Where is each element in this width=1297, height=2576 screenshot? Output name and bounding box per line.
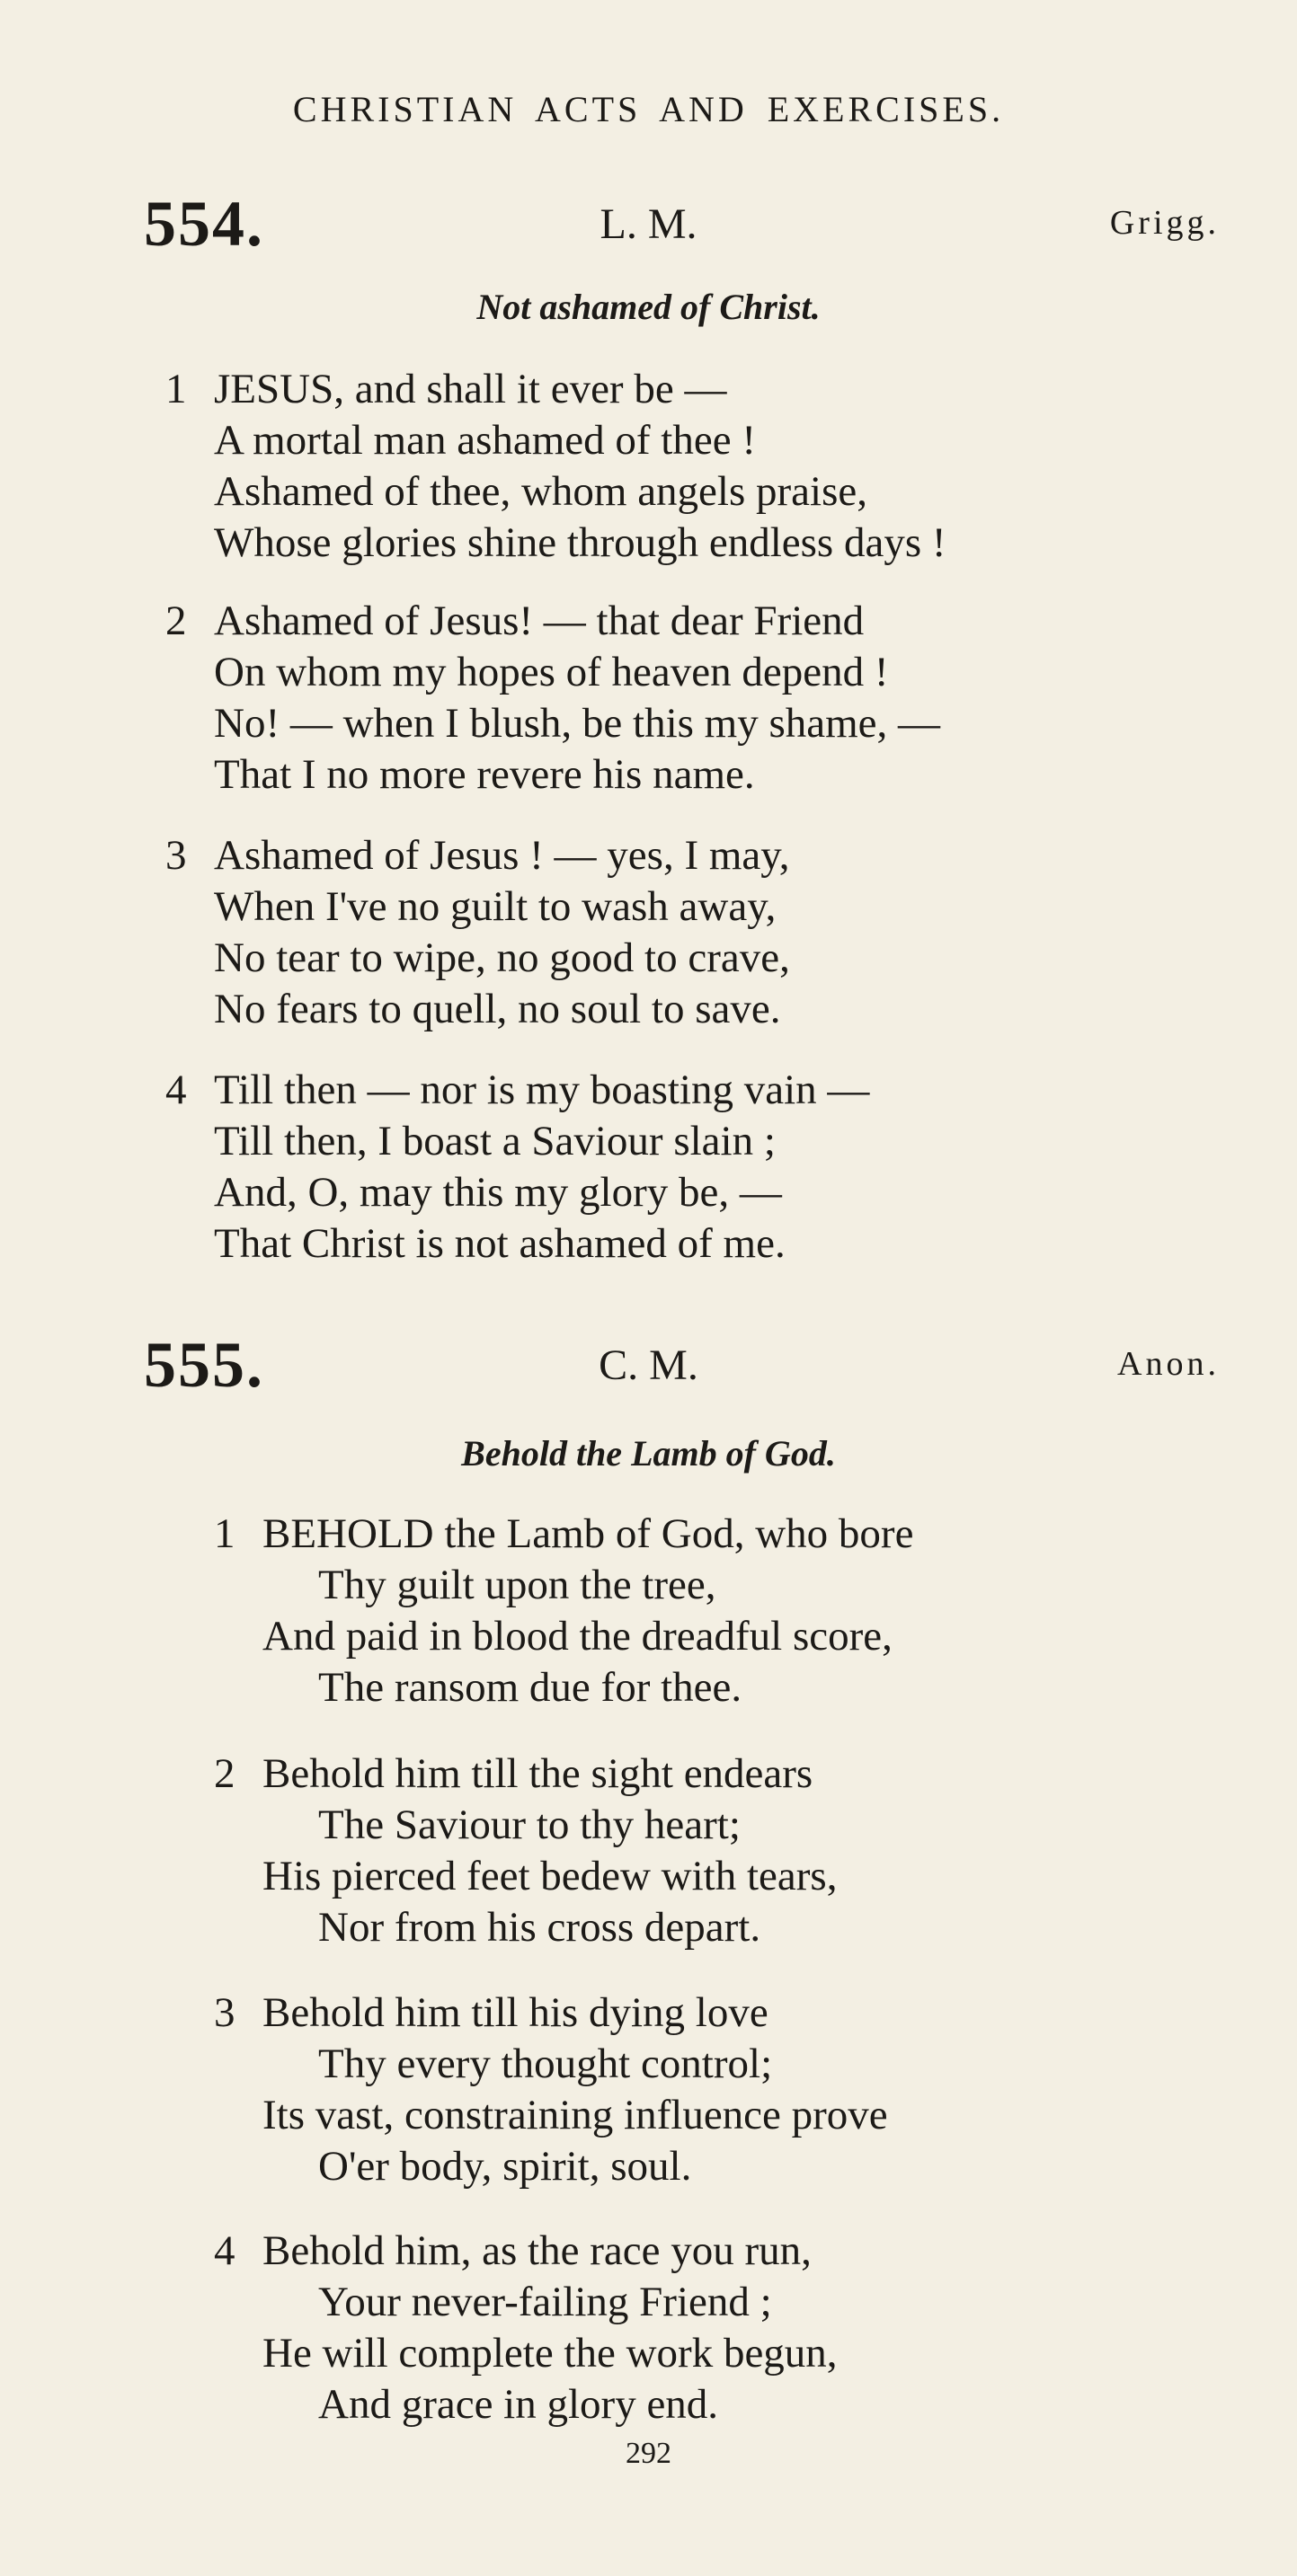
hymn-line: And paid in blood the dreadful score, (262, 1613, 893, 1660)
hymn-line: Till then, I boast a Saviour slain ; (214, 1118, 776, 1164)
hymn-number: 555. (144, 1329, 264, 1401)
hymn-meter: C. M. (599, 1341, 698, 1389)
stanza-number: 3 (214, 1989, 235, 2036)
hymn-line: That I no more revere his name. (214, 751, 755, 798)
stanza-number: 4 (214, 2227, 235, 2274)
hymn-line: Thy guilt upon the tree, (318, 1562, 716, 1608)
hymn-meter: L. M. (600, 200, 697, 248)
hymn-line: Behold him till his dying love (262, 1989, 768, 2036)
hymn-line: No! — when I blush, be this my shame, — (214, 700, 941, 747)
hymn-line: Behold him, as the race you run, (262, 2227, 812, 2274)
hymn-line: Your never-failing Friend ; (318, 2279, 772, 2325)
stanza-number: 2 (165, 598, 187, 644)
hymn-subtitle: Not ashamed of Christ. (476, 287, 821, 327)
hymn-line: JESUS, and shall it ever be — (214, 366, 727, 412)
page-number: 292 (626, 2437, 671, 2470)
hymn-line: No tear to wipe, no good to crave, (214, 934, 790, 981)
hymn-line: Behold him till the sight endears (262, 1750, 813, 1797)
stanza-number: 4 (165, 1067, 187, 1113)
hymn-line: Its vast, constraining influence prove (262, 2092, 888, 2138)
hymn-line: And grace in glory end. (318, 2381, 719, 2428)
hymn-line: No fears to quell, no soul to save. (214, 986, 781, 1032)
hymn-line: Ashamed of thee, whom angels praise, (214, 468, 867, 515)
stanza-number: 1 (165, 366, 187, 412)
hymn-line: That Christ is not ashamed of me. (214, 1220, 786, 1267)
hymn-line: On whom my hopes of heaven depend ! (214, 649, 889, 695)
hymn-line: The Saviour to thy heart; (318, 1801, 741, 1848)
hymn-composer: Grigg. (1109, 204, 1220, 242)
hymn-subtitle: Behold the Lamb of God. (461, 1433, 836, 1474)
hymn-line: And, O, may this my glory be, — (214, 1169, 782, 1216)
hymn-header-554 (0, 187, 1297, 260)
running-head: CHRISTIAN ACTS AND EXERCISES. (292, 89, 1005, 129)
hymn-line: Till then — nor is my boasting vain — (214, 1067, 870, 1113)
hymn-header-555 (0, 1328, 1297, 1401)
hymn-line: A mortal man ashamed of thee ! (214, 417, 756, 464)
hymn-line: Thy every thought control; (318, 2040, 773, 2087)
hymn-composer: Anon. (1117, 1345, 1220, 1383)
hymn-line: Nor from his cross depart. (318, 1904, 761, 1951)
stanza-number: 3 (165, 832, 187, 879)
hymn-line: He will complete the work begun, (262, 2330, 838, 2377)
hymn-line: When I've no guilt to wash away, (214, 883, 777, 930)
hymn-line: Whose glories shine through endless days ! (214, 519, 946, 566)
hymn-line: The ransom due for thee. (318, 1664, 742, 1711)
stanza-number: 2 (214, 1750, 235, 1797)
stanza-number: 1 (214, 1510, 235, 1557)
hymn-number: 554. (144, 188, 264, 260)
hymn-line: O'er body, spirit, soul. (318, 2143, 692, 2190)
hymn-line: His pierced feet bedew with tears, (262, 1853, 838, 1899)
hymn-line: Ashamed of Jesus! — that dear Friend (214, 598, 865, 644)
hymn-line: Ashamed of Jesus ! — yes, I may, (214, 832, 790, 879)
hymn-line: BEHOLD the Lamb of God, who bore (262, 1510, 914, 1557)
